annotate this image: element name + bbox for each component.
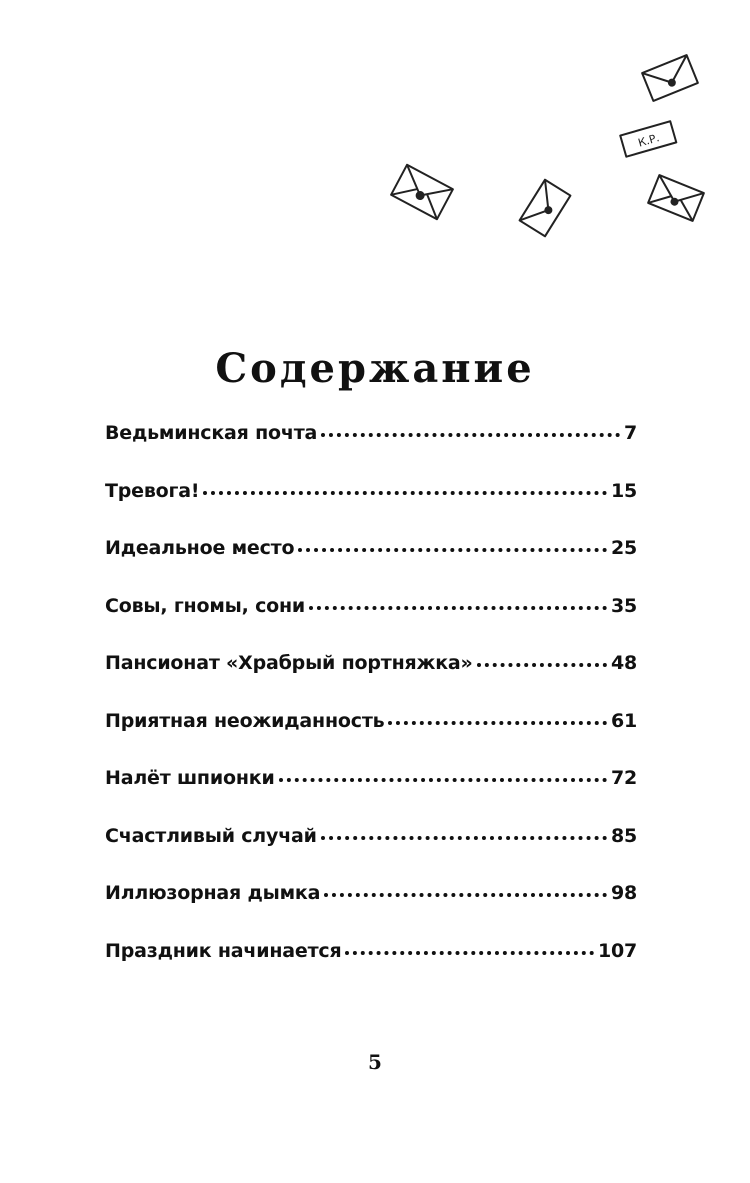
table-of-contents bbox=[105, 422, 637, 997]
toc-entry-title: Счастливый случай bbox=[105, 824, 317, 847]
toc-entry[interactable] bbox=[105, 652, 637, 710]
toc-entry[interactable] bbox=[105, 422, 637, 480]
toc-entry[interactable] bbox=[105, 825, 637, 883]
flying-envelopes-illustration bbox=[380, 50, 720, 250]
toc-entry[interactable] bbox=[105, 767, 637, 825]
dot-leader bbox=[298, 548, 607, 552]
dot-leader bbox=[321, 836, 607, 840]
toc-entry-title: Тревога! bbox=[105, 479, 200, 502]
card-initials: К.Р. bbox=[636, 131, 661, 150]
toc-entry-page: 107 bbox=[597, 939, 637, 962]
toc-entry[interactable] bbox=[105, 537, 637, 595]
dot-leader bbox=[279, 778, 607, 782]
envelope-icon bbox=[642, 55, 698, 101]
toc-entry[interactable] bbox=[105, 595, 637, 653]
toc-entry[interactable] bbox=[105, 882, 637, 940]
toc-entry-page: 85 bbox=[610, 824, 637, 847]
toc-entry-page: 61 bbox=[610, 709, 637, 732]
toc-entry-title: Приятная неожиданность bbox=[105, 709, 385, 732]
toc-entry-page: 25 bbox=[610, 537, 637, 559]
toc-entry-title: Праздник начинается bbox=[105, 939, 342, 962]
card-icon bbox=[620, 121, 676, 156]
toc-entry-title: Совы, гномы, сони bbox=[105, 594, 306, 617]
envelope-icon bbox=[391, 165, 453, 219]
toc-entry-page: 48 bbox=[610, 652, 637, 674]
page-number: 5 bbox=[368, 1050, 382, 1074]
toc-entry-page: 7 bbox=[623, 422, 637, 444]
dot-leader bbox=[309, 606, 607, 610]
dot-leader bbox=[324, 893, 607, 897]
toc-entry[interactable] bbox=[105, 480, 637, 538]
dot-leader bbox=[203, 491, 607, 495]
toc-entry-page: 72 bbox=[610, 767, 637, 789]
toc-entry[interactable] bbox=[105, 710, 637, 768]
page-title: Содержание bbox=[215, 344, 535, 392]
toc-entry-title: Идеальное место bbox=[105, 537, 295, 559]
toc-entry[interactable] bbox=[105, 940, 637, 998]
dot-leader bbox=[477, 663, 607, 667]
envelope-icon bbox=[648, 175, 704, 221]
toc-entry-page: 15 bbox=[610, 479, 637, 502]
envelope-icon bbox=[520, 180, 571, 237]
toc-entry-title: Иллюзорная дымка bbox=[105, 882, 321, 904]
toc-entry-title: Налёт шпионки bbox=[105, 767, 275, 789]
toc-entry-page: 35 bbox=[610, 594, 637, 617]
toc-entry-title: Пансионат «Храбрый портняжка» bbox=[105, 652, 473, 674]
toc-entry-page: 98 bbox=[610, 882, 637, 904]
dot-leader bbox=[388, 721, 607, 725]
toc-entry-title: Ведьминская почта bbox=[105, 422, 318, 444]
dot-leader bbox=[321, 433, 620, 437]
dot-leader bbox=[345, 951, 593, 955]
